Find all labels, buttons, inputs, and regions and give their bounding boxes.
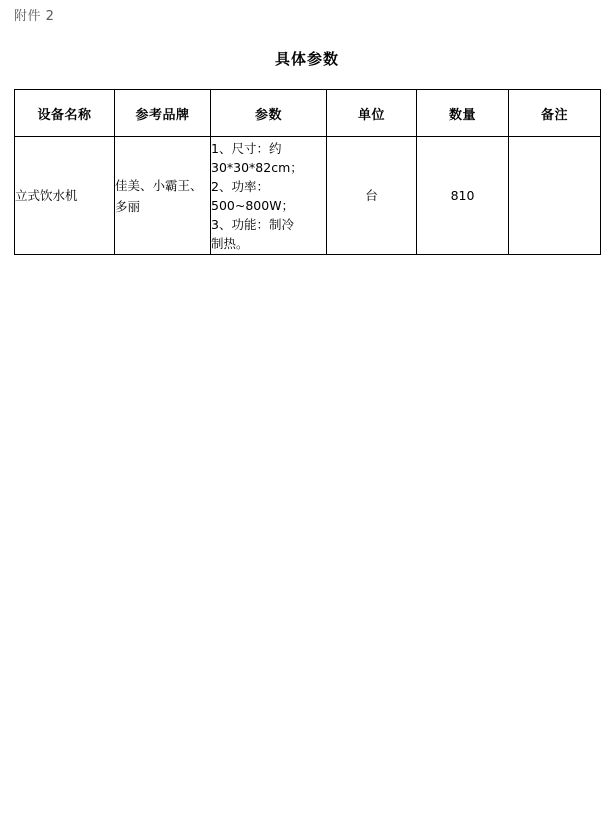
cell-device-name: 立式饮水机 — [15, 137, 115, 255]
spec-line: 1、尺寸：约 — [211, 140, 282, 156]
cell-quantity: 810 — [417, 137, 509, 255]
column-header-reference-brand: 参考品牌 — [115, 90, 211, 137]
cell-remark — [509, 137, 601, 255]
column-header-remark: 备注 — [509, 90, 601, 137]
column-header-unit: 单位 — [327, 90, 417, 137]
parameters-table — [14, 89, 601, 255]
spec-line: 30*30*82cm； — [211, 159, 303, 175]
table-header — [15, 90, 601, 137]
page-title: 具体参数 — [274, 50, 339, 68]
table-header-row — [15, 90, 601, 137]
cell-parameters — [211, 137, 327, 255]
cell-reference-brand: 佳美、小霸王、多丽 — [115, 137, 211, 255]
attachment-label: 附件 2 — [14, 9, 55, 24]
cell-unit: 台 — [327, 137, 417, 255]
spec-line: 2、功率： — [211, 178, 269, 194]
column-header-device-name: 设备名称 — [15, 90, 115, 137]
spec-line: 制热。 — [211, 235, 249, 251]
column-header-parameters: 参数 — [211, 90, 327, 137]
table-body — [15, 137, 601, 255]
column-header-quantity: 数量 — [417, 90, 509, 137]
table-row — [15, 137, 601, 255]
spec-line: 3、功能：制冷 — [211, 216, 294, 232]
spec-line: 500~800W； — [211, 197, 295, 213]
